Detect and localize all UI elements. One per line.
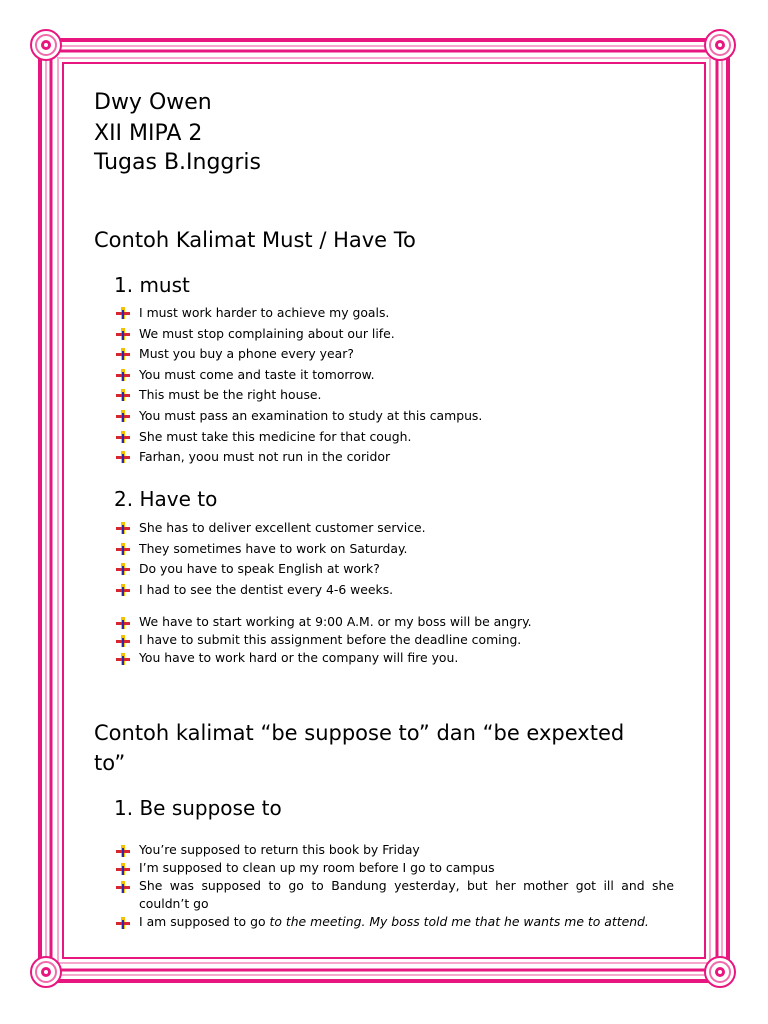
list-item: They sometimes have to work on Saturday. xyxy=(114,539,674,560)
bullet-icon xyxy=(116,563,130,575)
bullet-icon xyxy=(116,389,130,401)
list-item: Must you buy a phone every year? xyxy=(114,344,674,365)
bullet-icon xyxy=(116,543,130,555)
bullet-icon xyxy=(116,522,130,534)
section-title-suppose-expected-line2: to” xyxy=(94,751,126,775)
list-item: She has to deliver excellent customer service. xyxy=(114,518,674,539)
bullet-icon xyxy=(116,917,130,929)
italic-text: to the meeting. My boss told me that he wants me to attend. xyxy=(269,914,649,929)
list-item: You’re supposed to return this book by Friday xyxy=(114,841,674,859)
bullet-icon xyxy=(116,881,130,893)
bullet-icon xyxy=(116,653,130,665)
assignment-title: Tugas B.Inggris xyxy=(94,150,262,175)
list-item: Farhan, yoou must not run in the coridor xyxy=(114,447,674,468)
list-item: This must be the right house. xyxy=(114,385,674,406)
emphasis-text: I am supposed to xyxy=(139,914,247,929)
list-item: I must work harder to achieve my goals. xyxy=(114,303,674,324)
bullet-icon xyxy=(116,328,130,340)
bullet-icon xyxy=(116,863,130,875)
bullet-icon xyxy=(116,307,130,319)
list-item: You have to work hard or the company will fire you. xyxy=(114,649,674,667)
subheading-have-to: 2. Have to xyxy=(114,487,218,511)
list-item: She must take this medicine for that cough. xyxy=(114,427,674,448)
student-class: XII MIPA 2 xyxy=(94,121,203,146)
bullet-icon xyxy=(116,410,130,422)
list-item: I had to see the dentist every 4-6 weeks. xyxy=(114,580,674,601)
list-item: We have to start working at 9:00 A.M. or my boss will be angry. xyxy=(114,613,674,631)
subheading-be-suppose-to: 1. Be suppose to xyxy=(114,796,282,820)
list-item: You must come and taste it tomorrow. xyxy=(114,365,674,386)
bullet-icon xyxy=(116,431,130,443)
list-item: She was supposed to go to Bandung yesterday, but her mother got ill and she couldn’t go xyxy=(114,877,674,913)
bullet-icon xyxy=(116,584,130,596)
have-to-examples-list-b xyxy=(114,613,674,667)
subheading-must: 1. must xyxy=(114,273,190,297)
list-item: We must stop complaining about our life. xyxy=(114,324,674,345)
bullet-icon xyxy=(116,369,130,381)
plain-text: go xyxy=(246,914,270,929)
student-name: Dwy Owen xyxy=(94,90,212,115)
list-item: Do you have to speak English at work? xyxy=(114,559,674,580)
bullet-icon xyxy=(116,635,130,647)
bullet-icon xyxy=(116,451,130,463)
list-item: I’m supposed to clean up my room before I go to campus xyxy=(114,859,674,877)
suppose-to-examples-list xyxy=(114,841,674,931)
bullet-icon xyxy=(116,617,130,629)
section-title-suppose-expected-line1: Contoh kalimat “be suppose to” dan “be expexted xyxy=(94,721,625,745)
list-item: I have to submit this assignment before the deadline coming. xyxy=(114,631,674,649)
bullet-icon xyxy=(116,845,130,857)
list-item: You must pass an examination to study at this campus. xyxy=(114,406,674,427)
have-to-examples-list-a xyxy=(114,518,674,600)
bullet-icon xyxy=(116,348,130,360)
section-title-must-have-to: Contoh Kalimat Must / Have To xyxy=(94,228,416,252)
must-examples-list xyxy=(114,303,674,468)
list-item xyxy=(114,913,674,931)
